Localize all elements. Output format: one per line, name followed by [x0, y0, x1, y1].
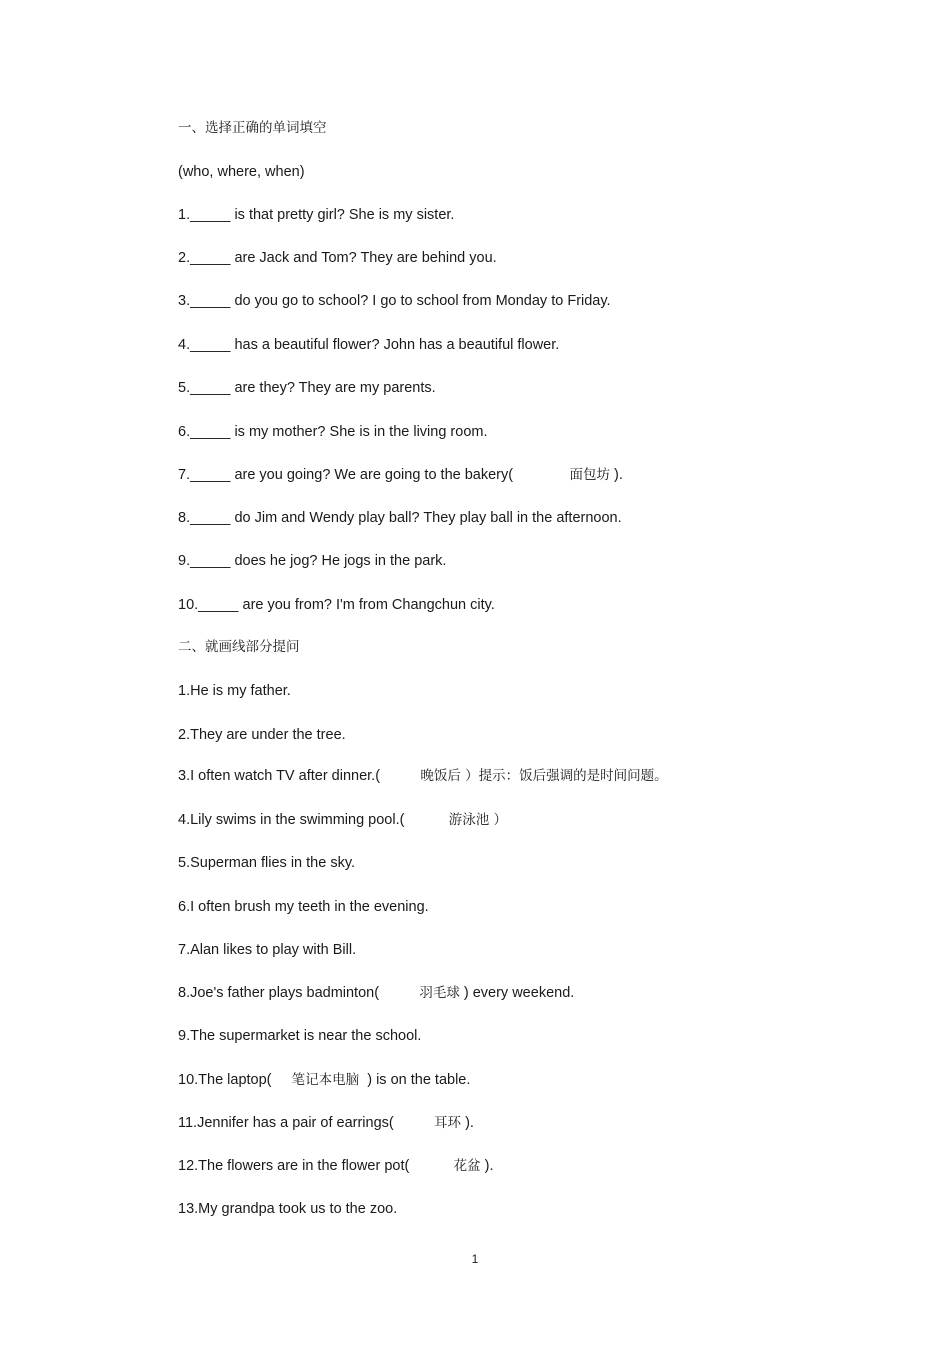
- section1-item-4: 4._____ has a beautiful flower? John has a beautiful flower.: [178, 337, 560, 353]
- item-tail: ).: [609, 467, 623, 483]
- item-text: 10.The laptop(: [178, 1072, 272, 1088]
- item-gap: [513, 467, 569, 483]
- section2-heading: 二、就画线部分提问: [178, 639, 300, 655]
- section2-item-6: 6.I often brush my teeth in the evening.: [178, 899, 429, 915]
- item-gap: [272, 1072, 292, 1088]
- item-gap: [404, 812, 448, 828]
- section1-item-1: 1._____ is that pretty girl? She is my sister.: [178, 207, 455, 223]
- item-text: 7._____ are you going? We are going to the bakery(: [178, 467, 514, 483]
- item-text: 4.Lily swims in the swimming pool.(: [178, 812, 405, 828]
- section1-item-10: 10._____ are you from? I'm from Changchun city.: [178, 597, 495, 613]
- section2-item-13: 13.My grandpa took us to the zoo.: [178, 1201, 398, 1217]
- section1-item-7: [178, 466, 623, 484]
- section1-item-6: 6._____ is my mother? She is in the living room.: [178, 424, 488, 440]
- item-tail: ).: [461, 1115, 474, 1131]
- item-gap: [394, 1115, 434, 1131]
- section2-item-2: 2.They are under the tree.: [178, 727, 346, 743]
- item-chinese-hint: 羽毛球: [419, 985, 460, 1001]
- section2-item-10: [178, 1071, 470, 1089]
- section1-heading: 一、选择正确的单词填空: [178, 120, 327, 136]
- item-gap: [409, 1158, 453, 1174]
- section2-item-3: [178, 767, 668, 785]
- page-number: 1: [471, 1252, 479, 1266]
- item-gap: [380, 768, 420, 784]
- section1-options: (who, where, when): [178, 164, 305, 180]
- item-gap: [379, 985, 419, 1001]
- item-tail: ) is on the table.: [359, 1072, 471, 1088]
- section2-item-4: [178, 811, 507, 829]
- item-chinese-hint: 游泳池 ）: [448, 812, 508, 828]
- section2-item-1: 1.He is my father.: [178, 683, 291, 699]
- item-text: 12.The flowers are in the flower pot(: [178, 1158, 410, 1174]
- section2-item-7: 7.Alan likes to play with Bill.: [178, 942, 357, 958]
- item-text: 8.Joe's father plays badminton(: [178, 985, 380, 1001]
- item-text: 11.Jennifer has a pair of earrings(: [178, 1115, 394, 1131]
- item-tail: ) every weekend.: [459, 985, 575, 1001]
- item-chinese-hint: 花盆: [453, 1158, 481, 1174]
- section1-item-2: 2._____ are Jack and Tom? They are behind you.: [178, 250, 497, 266]
- section2-item-5: 5.Superman flies in the sky.: [178, 855, 356, 871]
- section2-item-12: [178, 1157, 494, 1175]
- section1-item-9: 9._____ does he jog? He jogs in the park.: [178, 553, 447, 569]
- section1-item-3: 3._____ do you go to school? I go to school from Monday to Friday.: [178, 293, 611, 309]
- item-chinese-hint: 笔记本电脑: [291, 1072, 360, 1088]
- section2-item-8: [178, 984, 574, 1002]
- section2-item-9: 9.The supermarket is near the school.: [178, 1028, 422, 1044]
- item-text: 3.I often watch TV after dinner.(: [178, 768, 381, 784]
- section2-item-11: [178, 1114, 474, 1132]
- item-tail: ).: [480, 1158, 494, 1174]
- item-chinese-hint: 晚饭后 ）提示：饭后强调的是时间问题。: [420, 768, 668, 784]
- section1-item-8: 8._____ do Jim and Wendy play ball? They play ball in the afternoon.: [178, 510, 622, 526]
- item-chinese-hint: 耳环: [434, 1115, 462, 1131]
- item-chinese-hint: 面包坊: [569, 467, 610, 483]
- section1-item-5: 5._____ are they? They are my parents.: [178, 380, 436, 396]
